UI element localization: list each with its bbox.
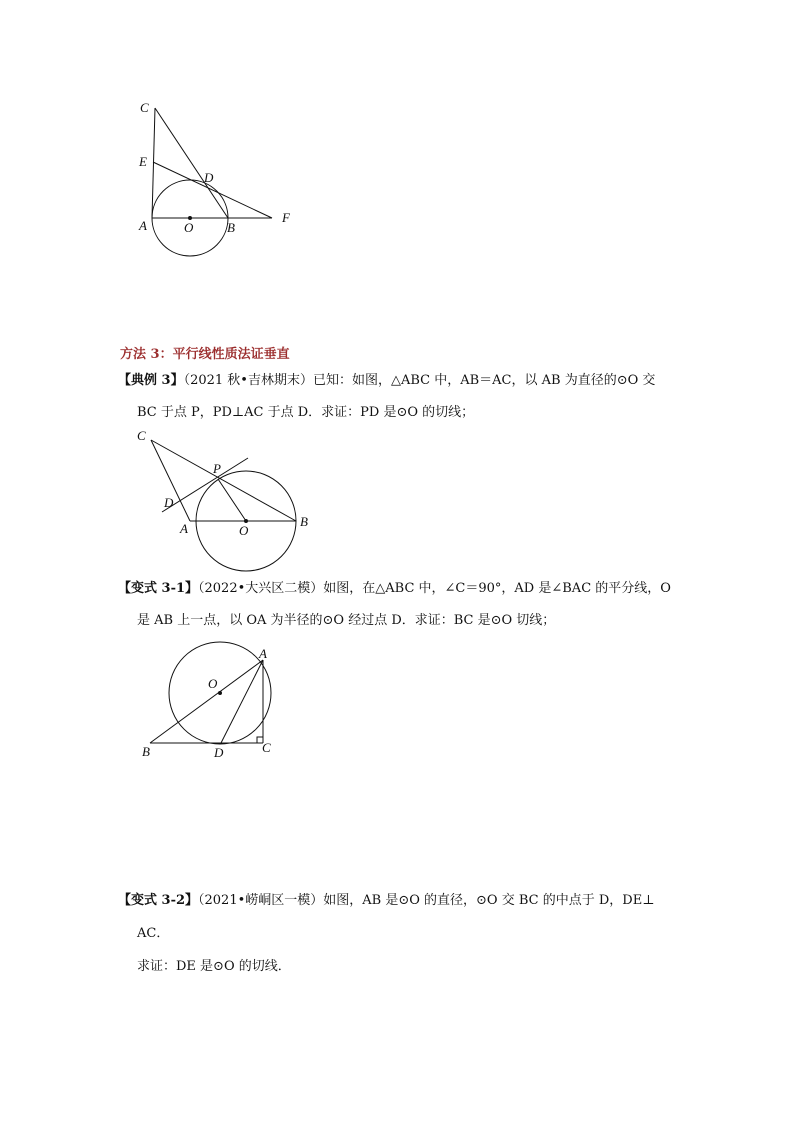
- label-b: B: [300, 514, 308, 529]
- variant-3-1-line-1: [118, 580, 671, 598]
- label-e: E: [139, 154, 147, 169]
- center-point-o: [218, 691, 222, 695]
- label-d: D: [164, 495, 174, 510]
- label-c: C: [262, 740, 271, 755]
- segment-cb: [155, 108, 228, 218]
- variant-3-2-text-1: 如图，AB 是⊙O 的直径，⊙O 交 BC 的中点于 D，DE⊥: [323, 893, 655, 908]
- label-a: A: [259, 646, 267, 661]
- label-b: B: [142, 744, 150, 759]
- segment-od: [190, 184, 208, 218]
- example-3-text-1: 已知：如图，△ABC 中，AB＝AC，以 AB 为直径的⊙O 交: [312, 373, 656, 388]
- label-o: O: [239, 523, 249, 538]
- label-o: O: [208, 676, 218, 691]
- label-o: O: [184, 220, 194, 235]
- variant-3-1-text-1: 如图，在△ABC 中，∠C＝90°，AD 是∠BAC 的平分线，O: [323, 581, 671, 596]
- variant-3-1-diagram: [135, 640, 285, 765]
- example-3-diagram: [130, 425, 320, 575]
- variant-3-2-tag: 【变式 3-2】: [118, 893, 199, 908]
- label-a: A: [180, 521, 188, 536]
- label-c: C: [137, 428, 146, 443]
- label-d: D: [204, 170, 214, 185]
- label-b: B: [227, 220, 235, 235]
- variant-3-2-source: （2021•崂峒区一模）: [198, 893, 324, 908]
- example-3-tag: 【典例 3】: [118, 373, 184, 388]
- example-3-source: （2021 秋•吉林期末）: [183, 373, 313, 388]
- example-3-line-2: BC 于点 P，PD⊥AC 于点 D．求证：PD 是⊙O 的切线；: [137, 405, 475, 420]
- variant-3-2-line-3: 求证：DE 是⊙O 的切线．: [137, 959, 291, 974]
- example-3-line-1: [118, 372, 655, 390]
- figure-1-diagram: [130, 95, 300, 265]
- variant-3-2-line-2: AC．: [137, 926, 170, 941]
- label-p: P: [213, 461, 221, 476]
- segment-ab: [150, 660, 263, 743]
- variant-3-1-line-2: 是 AB 上一点，以 OA 为半径的⊙O 经过点 D．求证：BC 是⊙O 切线；: [137, 613, 556, 628]
- variant-3-2-line-1: [118, 892, 654, 910]
- segment-ad: [221, 660, 263, 743]
- label-d: D: [214, 745, 224, 760]
- label-f: F: [282, 210, 290, 225]
- label-a: A: [139, 218, 147, 233]
- variant-3-1-tag: 【变式 3-1】: [118, 581, 199, 596]
- method-3-heading: 方法 3：平行线性质法证垂直: [120, 347, 290, 362]
- label-c: C: [140, 100, 149, 115]
- variant-3-1-source: （2022•大兴区二模）: [198, 581, 324, 596]
